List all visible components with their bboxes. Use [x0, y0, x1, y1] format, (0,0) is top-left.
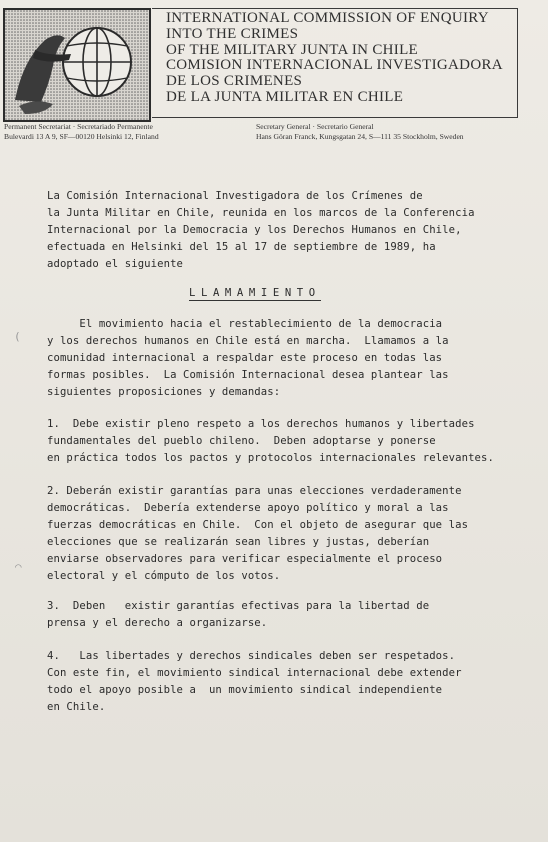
document-heading: LLAMAMIENTO	[189, 287, 321, 299]
title-line: INTO THE CRIMES	[166, 25, 299, 42]
point-1: 1. Debe existir pleno respeto a los derechos humanos y libertades fundamentales del pueblo chileno. Deben adoptarse y ponerse en práctica todos los pactos y protocolos internacionales relevantes.	[47, 418, 494, 464]
margin-mark-icon: ⌒	[15, 560, 22, 573]
commission-logo	[3, 8, 151, 122]
margin-mark-icon: (	[14, 330, 21, 343]
point-3: 3. Deben existir garantías efectivas para la libertad de prensa y el derecho a organizarse.	[47, 600, 430, 629]
secretary-general-address	[256, 122, 464, 141]
intro-paragraph: La Comisión Internacional Investigadora de los Crímenes de la Junta Militar en Chile, reunida en los marcos de la Conferencia Internacional por la Democracia y los Derechos Humanos en Chile, efectuada en Helsinki del 15 al 17 de septiembre de 1989, ha adoptado el siguiente	[47, 190, 475, 270]
title-line: OF THE MILITARY JUNTA IN CHILE	[166, 41, 419, 58]
title-line: DE LOS CRIMENES	[166, 73, 303, 90]
point-4: 4. Las libertades y derechos sindicales deben ser respetados. Con este fin, el movimiento sindical internacional debe extender todo el apoyo posible a un movimiento sindical independiente en Chile.	[47, 650, 462, 713]
title-line: COMISION INTERNACIONAL INVESTIGADORA	[166, 57, 503, 74]
preamble-paragraph: El movimiento hacia el restablecimiento de la democracia y los derechos humanos en Chile está en marcha. Llamamos a la comunidad internacional a respaldar este proceso en todas las formas posibles. La Comisión Internacional desea plantear las siguientes proposiciones y demandas:	[47, 318, 449, 398]
title-line: INTERNATIONAL COMMISSION OF ENQUIRY	[166, 10, 489, 26]
secretary-general-label: Secretary General · Secretario General	[256, 122, 374, 131]
globe-emblem-icon	[5, 10, 149, 120]
secretary-general-address: Hans Göran Franck, Kungsgatan 24, S—111 35 Stockholm, Sweden	[256, 131, 464, 141]
point-2: 2. Deberán existir garantías para unas elecciones verdaderamente democráticas. Debería extenderse apoyo político y moral a las fuerzas democráticas en Chile. Con el objeto de asegurar que las elecciones que se realizarán sean libres y justas, deberían enviarse observadores para verificar especialmente el proceso electoral y el cómputo de los votos.	[47, 485, 469, 582]
secretariat-label: Permanent Secretariat · Secretariado Permanente	[4, 122, 153, 131]
title-line: DE LA JUNTA MILITAR EN CHILE	[166, 88, 404, 105]
secretariat-address: Bulevardi 13 A 9, SF—00120 Helsinki 12, Finland	[4, 131, 159, 141]
letterhead-title	[152, 8, 518, 118]
permanent-secretariat-address	[4, 122, 159, 141]
